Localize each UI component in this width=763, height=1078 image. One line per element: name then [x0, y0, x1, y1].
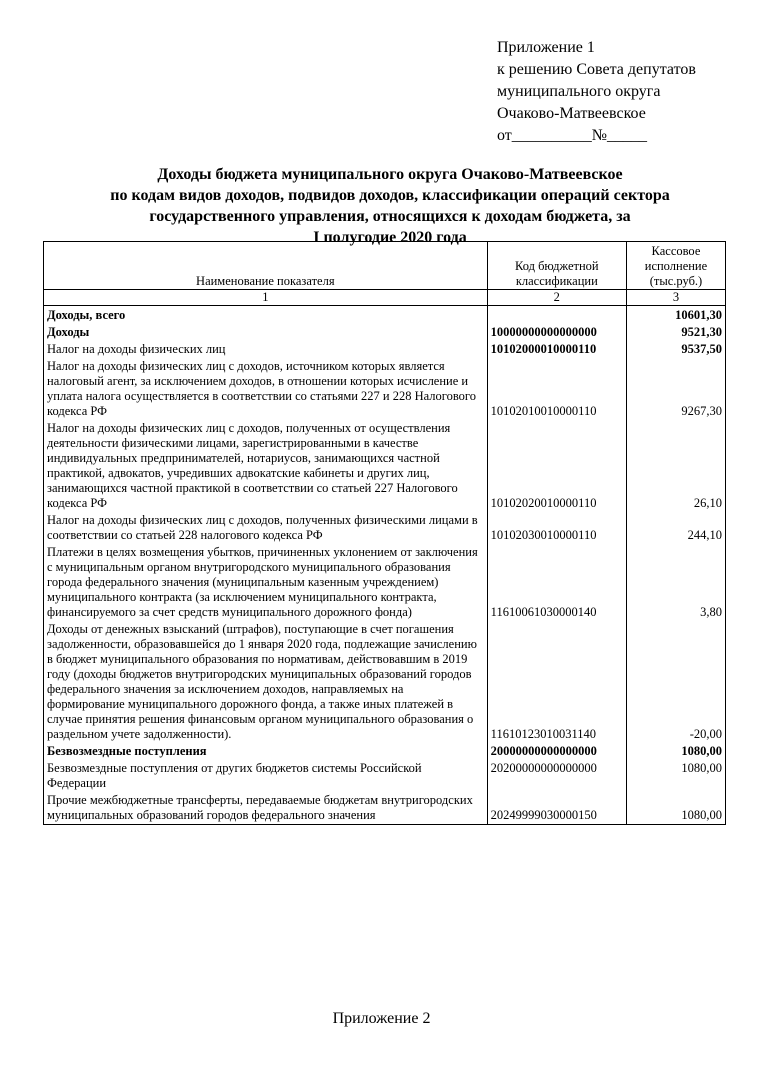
table-row: [44, 791, 726, 825]
appendix-line: от__________№_____: [497, 127, 648, 144]
row-code: 20249999030000150: [487, 791, 626, 825]
title-line: государственного управления, относящихся к доходам бюджета, за: [149, 208, 631, 225]
table-row: [44, 419, 726, 511]
table-row: [44, 340, 726, 357]
row-code: [487, 306, 626, 324]
row-name: Платежи в целях возмещения убытков, причиненных уклонением от заключения с муниципальным органом внутригородского муниципального образования города федерального значения (муниципальным казенным учреждением) муниципального контракта (за исключением муниципального контракта, финансируемого за счет средств муниципального дорожного фонда): [44, 543, 488, 620]
appendix-line: к решению Совета депутатов: [497, 61, 696, 78]
table-row: [44, 742, 726, 759]
row-name: Безвозмездные поступления: [44, 742, 488, 759]
title-line: I полугодие 2020 года: [313, 229, 467, 246]
row-amount: 26,10: [626, 419, 725, 511]
row-name: Доходы, всего: [44, 306, 488, 324]
row-amount: -20,00: [626, 620, 725, 742]
table-row: [44, 620, 726, 742]
title-line: Доходы бюджета муниципального округа Очаково-Матвеевское: [157, 166, 623, 183]
row-name: Налог на доходы физических лиц с доходов, полученных от осуществления деятельности физическими лицами, зарегистрированными в качестве индивидуальных предпринимателей, нотариусов, занимающихся частной практикой, адвокатов, учредивших адвокатские кабинеты и других лиц, занимающихся частной практикой в соответствии со статьей 227 Налогового кодекса РФ: [44, 419, 488, 511]
header-name: Наименование показателя: [44, 242, 488, 290]
appendix-line: муниципального округа: [497, 83, 661, 100]
row-code: 10102020010000110: [487, 419, 626, 511]
row-name: Прочие межбюджетные трансферты, передаваемые бюджетам внутригородских муниципальных образований городов федерального значения: [44, 791, 488, 825]
row-name: Безвозмездные поступления от других бюджетов системы Российской Федерации: [44, 759, 488, 791]
row-amount: 244,10: [626, 511, 725, 543]
row-code: 11610061030000140: [487, 543, 626, 620]
table-row: [44, 357, 726, 419]
column-number: 1: [44, 290, 488, 306]
row-name: Налог на доходы физических лиц: [44, 340, 488, 357]
header-code: Код бюджетной классификации: [487, 242, 626, 290]
table-row: [44, 306, 726, 324]
title-line: по кодам видов доходов, подвидов доходов, классификации операций сектора: [110, 187, 670, 204]
row-code: 20200000000000000: [487, 759, 626, 791]
table-body: [44, 306, 726, 825]
column-number: 2: [487, 290, 626, 306]
appendix-line: Очаково-Матвеевское: [497, 105, 646, 122]
appendix-block: [497, 37, 696, 147]
row-code: 10102010010000110: [487, 357, 626, 419]
footer-appendix-2: Приложение 2: [332, 1010, 431, 1027]
table-row: [44, 759, 726, 791]
row-amount: 3,80: [626, 543, 725, 620]
row-name: Налог на доходы физических лиц с доходов, полученных физическими лицами в соответствии со статьей 228 налогового кодекса РФ: [44, 511, 488, 543]
row-amount: 9537,50: [626, 340, 725, 357]
row-amount: 1080,00: [626, 759, 725, 791]
row-code: 10102030010000110: [487, 511, 626, 543]
table-row: [44, 511, 726, 543]
row-amount: 10601,30: [626, 306, 725, 324]
row-amount: 1080,00: [626, 742, 725, 759]
revenue-table: [43, 241, 726, 825]
row-name: Доходы: [44, 323, 488, 340]
row-code: 10000000000000000: [487, 323, 626, 340]
row-code: 20000000000000000: [487, 742, 626, 759]
row-code: 10102000010000110: [487, 340, 626, 357]
appendix-line: Приложение 1: [497, 39, 595, 56]
row-name: Налог на доходы физических лиц с доходов, источником которых является налоговый агент, за исключением доходов, в отношении которых исчисление и уплата налога осуществляется в соответствии со статьями 227 и 228 Налогового кодекса РФ: [44, 357, 488, 419]
table-row: [44, 543, 726, 620]
header-amount: Кассовое исполнение (тыс.руб.): [626, 242, 725, 290]
row-name: Доходы от денежных взысканий (штрафов), поступающие в счет погашения задолженности, образовавшейся до 1 января 2020 года, подлежащие зачислению в бюджет муниципального образования по нормативам, действовавшим в 2019 году (доходы бюджетов внутригородских муниципальных образований городов федерального значения за исключением доходов, направляемых на формирование муниципального дорожного фонда, а также иных платежей в случае принятия решения финансовым органом муниципального образования о раздельном учете задолженности).: [44, 620, 488, 742]
row-amount: 9267,30: [626, 357, 725, 419]
table-row: [44, 323, 726, 340]
row-amount: 1080,00: [626, 791, 725, 825]
row-code: 11610123010031140: [487, 620, 626, 742]
column-number: 3: [626, 290, 725, 306]
document-title: [40, 164, 740, 248]
row-amount: 9521,30: [626, 323, 725, 340]
